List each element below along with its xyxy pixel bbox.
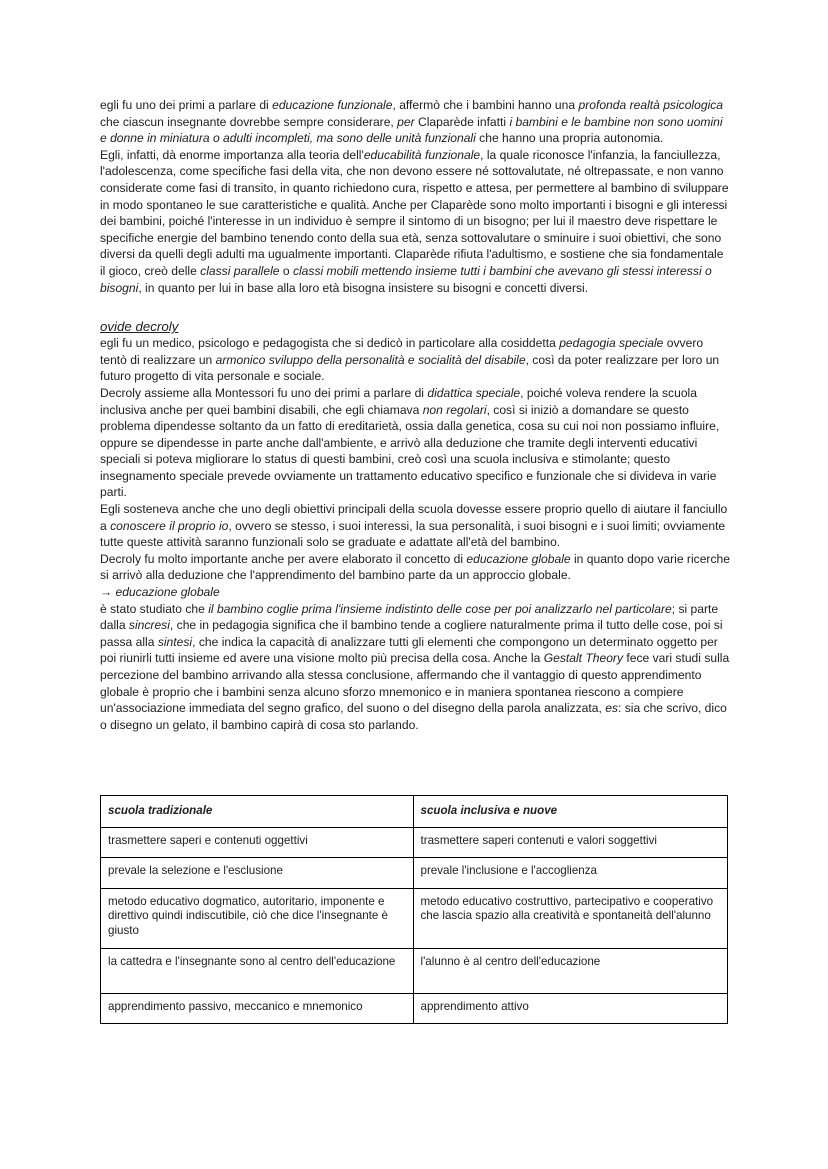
table-cell: prevale la selezione e l'esclusione [101, 858, 414, 889]
text-run: , affermò che i bambini hanno una [392, 98, 579, 112]
italic-text: educazione funzionale [272, 98, 393, 112]
paragraph [100, 335, 730, 385]
text-run: egli fu un medico, psicologo e pedagogista che si dedicò in particolare alla cosiddetta [100, 336, 560, 351]
table-row [101, 948, 728, 993]
text-run: , poiché voleva rendere la scuola inclusiva anche per quei bambini disabili, che egli chiamava [100, 385, 697, 417]
italic-text: educazione globale [466, 551, 571, 566]
text-run: : sia che scrivo, dico o disegno un gelato, il bambino capirà di cosa sto parlando. [100, 701, 727, 732]
text-run: ovvero tentò di realizzare un [100, 336, 704, 367]
text-run: Egli sosteneva anche che uno degli obiettivi principali della scuola dovesse essere proprio quello di aiutare il fanciullo a [100, 502, 728, 533]
text-run: , così da poter realizzare per loro un futuro progetto di vita personale e sociale. [100, 352, 720, 384]
text-run: che ciascun insegnante dovrebbe sempre considerare, [100, 114, 398, 129]
arrow-subheading [100, 584, 730, 601]
table-row [101, 827, 728, 858]
table-header-row [101, 796, 728, 828]
text-run: , che in pedagogia significa che il bambino tende a cogliere naturalmente prima il tutto delle cose, poi si passa alla [100, 618, 723, 649]
italic-text: profonda realtà psicologica [578, 98, 724, 112]
comparison-table [100, 795, 728, 1024]
paragraph [100, 147, 730, 296]
italic-text: es [605, 701, 618, 716]
paragraph [100, 385, 730, 501]
text-run: fece vari studi sulla percezione del bambino arrivando alla stessa conclusione, affermando che il vantaggio di questo apprendimento globale è proprio che i bambini senza alcuno sforzo mnemonico e in maniera spontanea riescono a compiere un'associazione immediata del segno grafico, del suono o del disegno della parola analizzata, [100, 651, 730, 716]
table-row [101, 888, 728, 948]
table-cell: l'alunno è al centro dell'educazione [413, 948, 728, 993]
table-cell: trasmettere saperi e contenuti oggettivi [101, 827, 414, 858]
table-cell: prevale l'inclusione e l'accoglienza [413, 858, 728, 889]
italic-text: conoscere il proprio io [110, 518, 229, 533]
italic-text: classi parallele [200, 263, 280, 278]
document-body [100, 97, 730, 733]
table-cell: la cattedra e l'insegnante sono al centro dell'educazione [101, 948, 414, 993]
table-header-cell: scuola inclusiva e nuove [413, 796, 728, 828]
decroly-section [100, 335, 730, 733]
paragraph [100, 601, 730, 734]
text-run: è stato studiato che [100, 601, 209, 616]
text-run: , così si iniziò a domandare se questo problema dipendesse soltanto da un fatto di ereditarietà, ossia dalla genetica, cosa su cui noi non possiamo influire, oppure se dipendesse in parte anche dall'ambiente, e arrivò alla deduzione che tramite degli interventi educativi speciali si poteva migliorare lo status di questi bambini, creò così una scuola inclusiva e stimolante; questo insegnamento speciale prevede ovviamente un trattamento educativo specifico e funzionale che si divideva in varie parti. [100, 402, 720, 500]
text-run: , la quale riconosce l'infanzia, la fanciullezza, l'adolescenza, come specifiche fasi della vita, che non devono essere né sottovalutate, né oltrepassate, e non vanno considerate come fasi di transito, in quanto richiedono cura, rispetto e attesa, per permettere al bambino di sviluppare in modo spontaneo le sue caratteristiche e qualità. Anche per Claparède sono molto importanti i bisogni e gli interessi dei bambini, poiché l'interesse in un individuo è sempre il sintomo di un bisogno; per lui il maestro deve rispettare le specifiche energie del bambino tenendo conto della sua età, senza sottovalutare o sminuire i suoi obiettivi, che sono diversi da quelli degli adulti ma ugualmente importanti. Claparède rifiuta l'adultismo, e sostiene che sia fondamentale il gioco, creò delle [100, 147, 729, 278]
claparede-section [100, 97, 730, 296]
table-cell: metodo educativo costruttivo, partecipativo e cooperativo che lascia spazio alla creatività e spontaneità dell'alunno [413, 888, 728, 948]
text-run: , in quanto per lui in base alla loro età bisogna insistere su bisogni e concetti diversi. [138, 280, 589, 295]
table-cell: metodo educativo dogmatico, autoritario, imponente e direttivo quindi indiscutibile, ciò che dice l'insegnante è giusto [101, 888, 414, 948]
text-run: o [279, 263, 293, 278]
table-row [101, 993, 728, 1024]
paragraph [100, 97, 730, 147]
italic-text: educazione globale [115, 585, 220, 600]
text-run: ; si parte dalla [100, 601, 719, 633]
italic-text: armonico sviluppo della personalità e socialità del disabile [215, 352, 526, 367]
italic-text: il bambino coglie prima l'insieme indistinto delle cose per poi analizzarlo nel particolare [208, 601, 672, 616]
text-run: Decroly fu molto importante anche per avere elaborato il concetto di [100, 551, 467, 566]
italic-text: Gestalt Theory [543, 651, 623, 666]
text-run: Claparède infatti [414, 114, 510, 129]
italic-text: i bambini e le bambine non sono uomini e donne in miniatura o adulti incompleti, ma sono delle unità funzionali [100, 114, 723, 146]
paragraph [100, 501, 730, 551]
table-cell: apprendimento passivo, meccanico e mnemonico [101, 993, 414, 1024]
text-run: , che indica la capacità di analizzare tutti gli elementi che compongono un determinato oggetto per poi riunirli tutti insieme ed avere una visione molto più precisa della cosa. Anche la [100, 634, 718, 666]
italic-text: sincresi [128, 618, 170, 633]
italic-text: didattica speciale [427, 385, 521, 400]
italic-text: non regolari [422, 402, 487, 417]
paragraph [100, 551, 730, 584]
section-heading: ovide decroly [100, 319, 179, 335]
italic-text: sintesi [157, 634, 193, 649]
text-run: Decroly assieme alla Montessori fu uno dei primi a parlare di [100, 385, 428, 400]
table-row [101, 858, 728, 889]
text-run: che hanno una propria autonomia. [475, 131, 664, 146]
table-header-cell: scuola tradizionale [101, 796, 414, 828]
italic-text: per [397, 114, 415, 129]
table-cell: apprendimento attivo [413, 993, 728, 1024]
text-run: egli fu uno dei primi a parlare di [100, 98, 273, 112]
italic-text: educabilità funzionale [363, 147, 481, 162]
table-cell: trasmettere saperi contenuti e valori soggettivi [413, 827, 728, 858]
italic-text: pedagogia speciale [559, 336, 664, 351]
text-run: , ovvero se stesso, i suoi interessi, la sua personalità, i suoi bisogni e i suoi limiti; ovviamente tutte queste attività saranno funzionali solo se graduate e adattate all'età del bambino. [100, 518, 726, 550]
italic-text: classi mobili mettendo insieme tutti i bambini che avevano gli stessi interessi o bisogni [100, 263, 712, 295]
text-run: → [100, 585, 116, 600]
text-run: Egli, infatti, dà enorme importanza alla teoria dell' [100, 147, 364, 162]
text-run: in quanto dopo varie ricerche si arrivò alla deduzione che l'apprendimento del bambino parte da un approccio globale. [100, 551, 730, 583]
